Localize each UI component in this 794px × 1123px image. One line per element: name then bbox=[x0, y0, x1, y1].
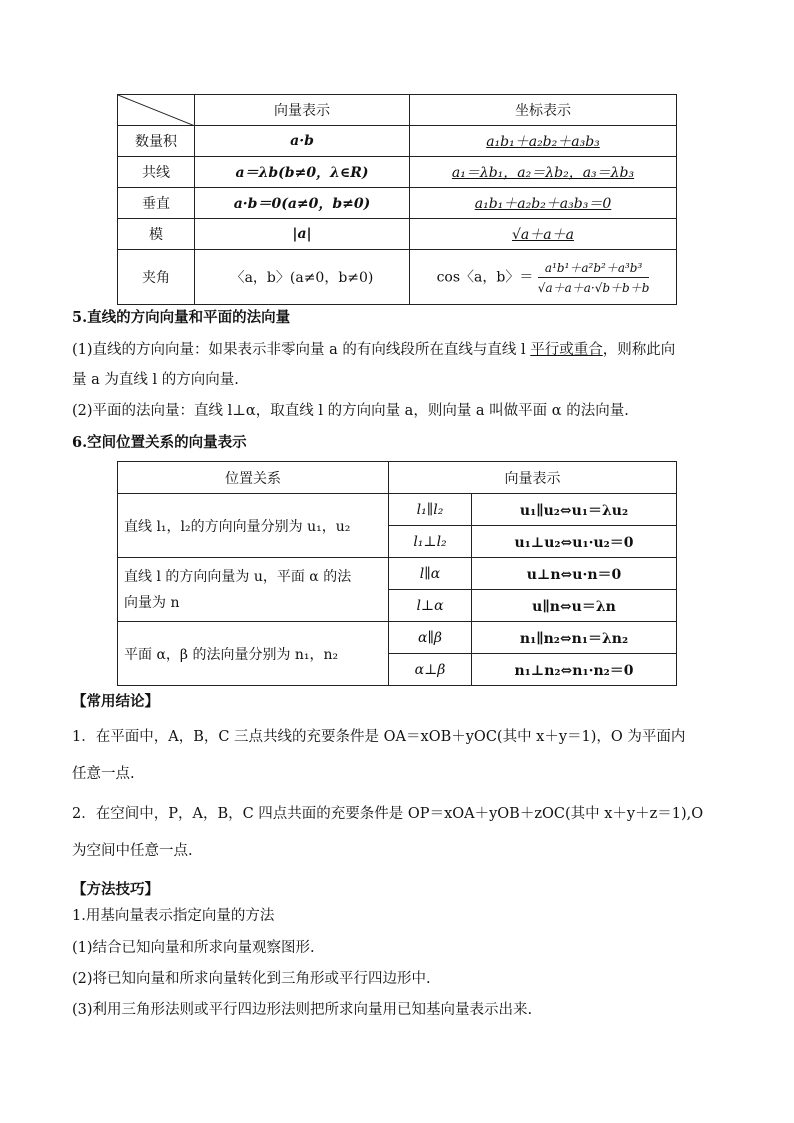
relation: l∥α bbox=[389, 558, 472, 590]
header-vector: 向量表示 bbox=[195, 95, 410, 126]
para1-underlined: 平行或重合 bbox=[530, 342, 603, 358]
angle-formula-cell bbox=[410, 250, 677, 305]
section5-para2: (2)平面的法向量：直线 l⊥α，取直线 l 的方向向量 a，则向量 a 叫做平面 α 的法向量. bbox=[72, 403, 629, 419]
header-relation: 位置关系 bbox=[118, 462, 389, 494]
section6-title: 6.空间位置关系的向量表示 bbox=[72, 434, 247, 451]
conclusion2-line2: 为空间中任意一点. bbox=[72, 843, 193, 859]
vector-condition: n₁⊥n₂⇔n₁·n₂＝0 bbox=[472, 654, 677, 686]
vector-expr: |a| bbox=[195, 219, 410, 250]
para1-part-b: ，则称此向 bbox=[602, 342, 676, 358]
relation: l₁∥l₂ bbox=[389, 494, 472, 526]
group2-desc-line2: 向量为 n bbox=[124, 594, 180, 611]
group1-desc: 直线 l₁，l₂的方向向量分别为 u₁，u₂ bbox=[118, 494, 389, 558]
coord-expr: √a＋a＋a bbox=[410, 219, 677, 250]
diagonal-header-cell bbox=[118, 95, 195, 126]
coord-expr: a₁b₁＋a₂b₂＋a₃b₃ bbox=[410, 126, 677, 157]
row-name: 共线 bbox=[118, 157, 195, 188]
vector-expr: a·b bbox=[195, 126, 410, 157]
method-line0: 1.用基向量表示指定向量的方法 bbox=[72, 908, 275, 924]
diagonal-line bbox=[118, 95, 195, 126]
conclusion2-line1: 2．在空间中，P，A，B，C 四点共面的充要条件是 OP＝xOA＋yOB＋zOC(其中 x＋y＋z＝1),O bbox=[72, 806, 704, 822]
vector-expr: 〈a，b〉(a≠0，b≠0) bbox=[195, 250, 410, 305]
fraction-numerator: a¹b¹＋a²b²＋a³b³ bbox=[538, 259, 650, 278]
coord-expr: a₁＝λb₁，a₂＝λb₂，a₃＝λb₃ bbox=[410, 157, 677, 188]
para1-part-a: (1)直线的方向向量：如果表示非零向量 a 的有向线段所在直线与直线 l bbox=[72, 342, 531, 358]
method-line3: (3)利用三角形法则或平行四边形法则把所求向量用已知基向量表示出来. bbox=[72, 1002, 533, 1018]
fraction bbox=[538, 259, 650, 296]
group2-desc bbox=[118, 558, 389, 622]
row-name: 垂直 bbox=[118, 188, 195, 219]
row-name: 数量积 bbox=[118, 126, 195, 157]
row-name: 模 bbox=[118, 219, 195, 250]
method-line1: (1)结合已知向量和所求向量观察图形. bbox=[72, 940, 315, 956]
vector-condition: u₁⊥u₂⇔u₁·u₂＝0 bbox=[472, 526, 677, 558]
conclusion1-line1: 1．在平面中，A，B，C 三点共线的充要条件是 OA＝xOB＋yOC(其中 x＋y＝1)，O 为平面内 bbox=[72, 729, 686, 745]
vector-condition: n₁∥n₂⇔n₁＝λn₂ bbox=[472, 622, 677, 654]
vector-expr: a·b＝0(a≠0，b≠0) bbox=[195, 188, 410, 219]
relation: l⊥α bbox=[389, 590, 472, 622]
method-line2: (2)将已知向量和所求向量转化到三角形或平行四边形中. bbox=[72, 971, 431, 987]
section5-para1-line2: 量 a 为直线 l 的方向向量. bbox=[72, 372, 239, 388]
row-name: 夹角 bbox=[118, 250, 195, 305]
spatial-relation-table bbox=[117, 461, 677, 686]
relation: α∥β bbox=[389, 622, 472, 654]
relation: α⊥β bbox=[389, 654, 472, 686]
coord-expr: a₁b₁＋a₂b₂＋a₃b₃＝0 bbox=[410, 188, 677, 219]
fraction-denominator: √a＋a＋a·√b＋b＋b bbox=[537, 280, 650, 295]
vector-condition: u⊥n⇔u·n＝0 bbox=[472, 558, 677, 590]
vector-condition: u₁∥u₂⇔u₁＝λu₂ bbox=[472, 494, 677, 526]
group3-desc: 平面 α，β 的法向量分别为 n₁，n₂ bbox=[118, 622, 389, 686]
section5-title: 5.直线的方向向量和平面的法向量 bbox=[72, 309, 291, 326]
cos-prefix: cos〈a，b〉＝ bbox=[436, 269, 534, 285]
conclusion1-line2: 任意一点. bbox=[72, 766, 135, 782]
vector-coordinate-table bbox=[117, 94, 677, 305]
vector-expr: a＝λb(b≠0，λ∈R) bbox=[195, 157, 410, 188]
header-vector-rep: 向量表示 bbox=[389, 462, 677, 494]
relation: l₁⊥l₂ bbox=[389, 526, 472, 558]
group2-desc-line1: 直线 l 的方向向量为 u，平面 α 的法 bbox=[124, 568, 352, 585]
method-title: 【方法技巧】 bbox=[72, 881, 159, 898]
common-title: 【常用结论】 bbox=[72, 693, 159, 710]
header-coordinate: 坐标表示 bbox=[410, 95, 677, 126]
vector-condition: u∥n⇔u＝λn bbox=[472, 590, 677, 622]
section5-para1-line1 bbox=[72, 340, 675, 360]
